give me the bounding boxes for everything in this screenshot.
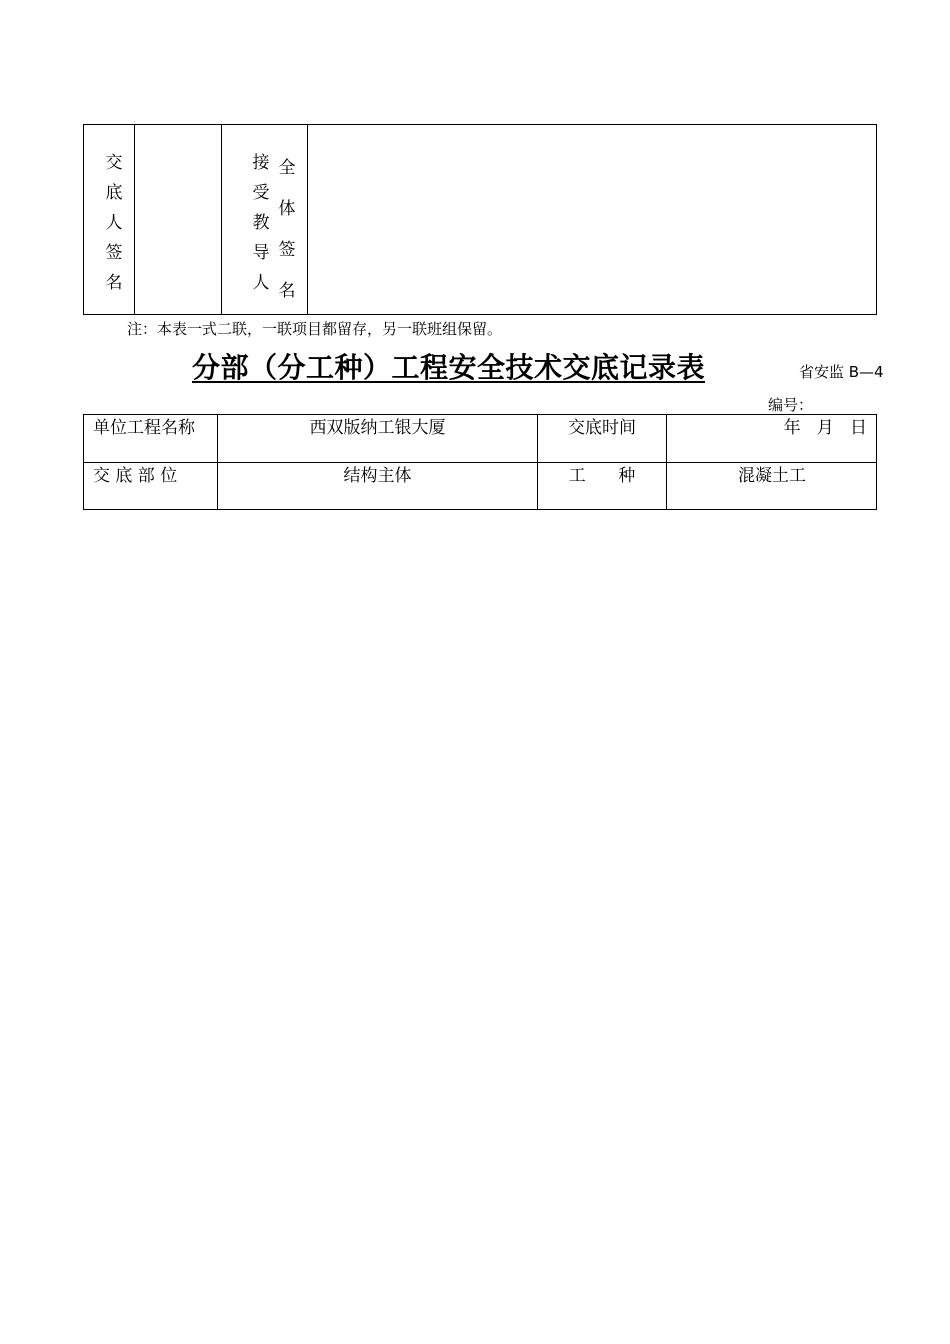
handover-time-value[interactable]: 年 月 日: [783, 418, 867, 438]
unit-name-label: 单位工程名称: [93, 418, 195, 438]
serial-number-label: 编号：: [768, 396, 814, 414]
all-sign-label: 全 体 签 名: [278, 158, 296, 301]
trade-label: 工 种: [568, 466, 636, 486]
presenter-sign-cell[interactable]: [135, 125, 221, 314]
handover-part-label: 交 底 部 位: [93, 466, 178, 486]
presenter-sign-label: 交 底 人 签 名: [105, 153, 123, 293]
handover-part-value[interactable]: 结构主体: [343, 466, 412, 486]
all-sign-cell[interactable]: [308, 125, 876, 314]
trade-value[interactable]: 混凝土工: [738, 466, 806, 486]
form-note: 注：本表一式二联，一联项目都留存，另一联班组保留。: [127, 320, 503, 338]
form-code: 省安监 B—4: [799, 363, 884, 381]
handover-time-label: 交底时间: [568, 418, 636, 438]
receiver-label: 接 受 教 导 人: [252, 153, 270, 293]
unit-name-value[interactable]: 西双版纳工银大厦: [309, 418, 446, 438]
form-title: 分部（分工种）工程安全技术交底记录表: [192, 351, 706, 384]
